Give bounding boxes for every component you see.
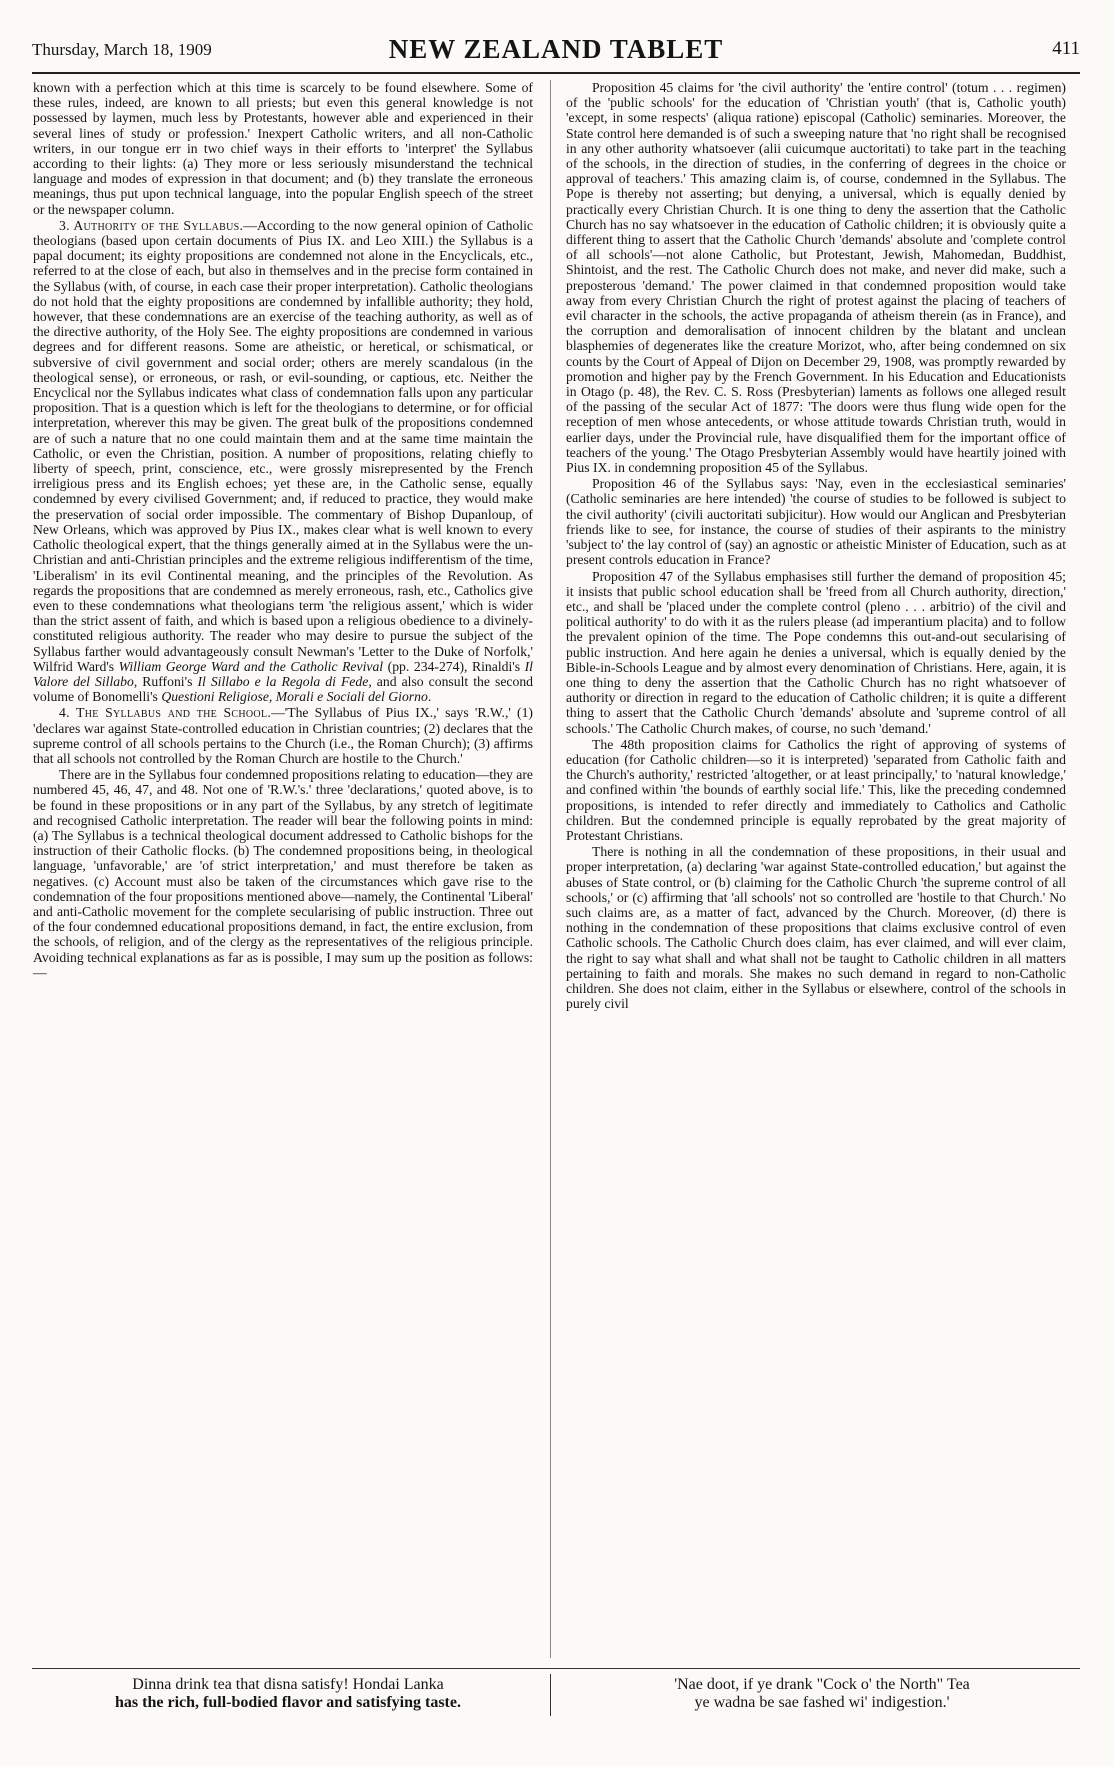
header-rule: [32, 72, 1080, 74]
citation-ruffoni: Il Sillabo e la Regola di Fede: [197, 673, 369, 689]
citation-rinaldi: Il Valore del Sillabo: [33, 658, 533, 689]
paragraph-continued: known with a perfection which at this time is scarcely to be found elsewhere. Some of these rules, indeed, are known to all priests; but even this general knowledge is not possessed by laymen, much less by Protestants, however able and experienced in their several lines of study or profession.' Inexpert Catholic writers, and all non-Catholic writers, in our tongue err in two chief ways in their efforts to 'interpret' the Syllabus according to their lights: (a) They more or less seriously misunderstand the technical language and modes of expression in that document; and (b) they translate the erroneous meanings, thus put upon technical language, into the popular English speech of the street or the newspaper column.: [33, 80, 533, 217]
tea-ad-cock-o-the-north: [566, 1676, 1078, 1712]
section-3-heading: 3. Authority of the Syllabus.: [59, 217, 244, 233]
ad-line: 'Nae doot, if ye drank "Cock o' the North" Tea: [674, 1676, 970, 1693]
ad-line: ye wadna be sae fashed wi' indigestion.': [694, 1694, 950, 1711]
page-header: [32, 32, 1080, 70]
citation-ward: William George Ward and the Catholic Revival: [118, 658, 384, 674]
ad-divider: [550, 1674, 551, 1716]
section-4-heading: 4. The Syllabus and the School.: [59, 705, 272, 721]
proposition-48-paragraph: The 48th proposition claims for Catholics the right of approving of systems of education (for Catholic children—so it is interpreted) 'separated from Catholic faith and the Church's authority,' restricted 'altogether, or at least principally,' to 'natural knowledge,' and confined within 'the bounds of earthly social life.' This, like the preceding condemned propositions, is intended to refer directly and immediately to Catholics and Catholic children. But the condemned principle is equally reprobated by the great majority of Protestant Christians.: [566, 736, 1066, 843]
section-3-paragraph: [33, 218, 533, 705]
column-divider: [550, 80, 551, 1658]
proposition-45-paragraph: Proposition 45 claims for 'the civil authority' the 'entire control' (totum . . . regimen) of the 'public schools' for the education of 'Christian youth' (that is, Catholic youth) 'except, in some respects' (aliqua ratione) episcopal (Catholic) seminaries. Moreover, the State control here demanded is of such a sweeping nature that 'no right shall be recognised in any other authority whatsoever (alii cuicumque auctoritati) to take part in the teaching of the schools, in the direction of studies, in the conferring of degrees in the choice or approval of teachers.' This amazing claim is, of course, condemned in the Syllabus. The Pope is thereby not asserting; but denying, a universal, which is equally denied by practically every Christian Church. It is one thing to deny the assertion that the Catholic Church has no say whatsoever in the education of Catholic children; it is obviously quite a different thing to assert that the Catholic Church 'demands' absolute and 'complete control of all schools'—not alone Catholic, but Protestant, Jewish, Mahomedan, Buddhist, Shintoist, and the rest. The Catholic Church does not make, and never did make, such a preposterous 'demand.' The power claimed in that condemned proposition would take away from every Christian Church the right of protest against the placing of teachers of evil character in the schools, the active propaganda of atheism therein (as in France), and the corruption and demoralisation of innocent children by the blatant and unclean blasphemies of degenerates like the creature Morizot, who, after being condemned on six counts by the Court of Appeal of Dijon on December 29, 1908, was promptly rewarded by promotion and higher pay by the French Government. In his Education and Educationists in Otago (p. 48), the Rev. C. S. Ross (Presbyterian) laments as follows one alleged result of the passing of the secular Act of 1877: 'The doors were thus flung wide open for the reception of men whose antecedents, or whose attitude towards Christian truth, would in earlier days, under the Provincial rule, have disqualified them for the important office of teachers of the young.' The Otago Presbyterian Assembly would have heartily joined with Pius IX. in condemning proposition 45 of the Syllabus.: [566, 80, 1066, 476]
citation-text: (pp. 234-274), Rinaldi's: [383, 658, 525, 674]
citation-text: , and also consult the second volume of Bonomelli's: [33, 673, 534, 705]
section-3-body: —According to the now general opinion of Catholic theologians (based upon certain documents of Pius IX. and Leo XIII.) the Syllabus is a papal document; its eighty propositions are condemned not alone in the Encyclicals, etc., referred to at the close of each, but also in themselves and in the precise form contained in the Syllabus (with, of course, in each case their proper interpretation). Catholic theologians do not hold that the eighty propositions are condemned by infallible authority; they hold, however, that these condemnations are an exercise of the teaching authority, as well as of the directive authority, of the Holy See. The eighty propositions are condemned in various degrees and for different reasons. Some are atheistic, or heretical, or schismatical, or subversive of civil government and social order; others are merely scandalous (in the theological sense), or erroneous, or rash, or evil-sounding, or captious, etc. Neither the Encyclical nor the Syllabus indicates what class of condemnation falls upon any particular proposition. That is a question which is left for the theologians to determine, or for official interpretation, wherever this may be given. The great bulk of the propositions condemned are of such a nature that no one could maintain them and at the same time maintain the Catholic, or even the Christian, position. A number of propositions, relating chiefly to liberty of speech, print, conscience, etc., were grossly misrepresented by the French irreligious press and its English echoes; yet these are, in the Catholic sense, equally condemned by every civilised Government; and, if reduced to practice, they would make the preservation of social order impossible. The commentary of Bishop Dupanloup, of New Orleans, which was approved by Pius IX., makes clear what is well known to every Catholic theological expert, that the things generally aimed at in the Syllabus were the un-Christian and anti-Christian principles and the extreme religious indifferentism of the time, 'Liberalism' in its evil Continental meaning, and the principles of the Revolution. As regards the propositions that are condemned as merely erroneous, rash, etc., Catholics give even to these condemnations what theologians term 'the religious assent,' which is wider than the strict assent of faith, and which is based upon a religious obedience to a divinely-constituted religious authority. The reader who may desire to pursue the subject of the Syllabus farther would advantageously consult Newman's 'Letter to the Duke of Norfolk,' Wilfrid Ward's: [33, 217, 533, 674]
publication-title: NEW ZEALAND TABLET: [388, 34, 724, 64]
issue-date: Thursday, March 18, 1909: [32, 40, 212, 59]
left-column: [33, 80, 533, 980]
section-4-paragraph: [33, 705, 533, 766]
conclusion-paragraph: There is nothing in all the condemnation of these propositions, in their usual and proper interpretation, (a) declaring 'war against State-controlled education,' but against the abuses of State control, or (b) claiming for the Catholic Church 'the supreme control of all schools,' or (c) affirming that 'all schools' not so controlled are 'hostile to that Church.' No such claims are, as a matter of fact, advanced by the Church. Moreover, (d) there is nothing in the condemnation of these propositions that claims exclusive control of even Catholic schools. The Catholic Church does claim, has ever claimed, and will ever claim, the right to say what shall and what shall not be taught to Catholic children in all matters pertaining to faith and morals. She makes no such demand in regard to non-Catholic children. She does not claim, either in the Syllabus or elsewhere, control of the schools in purely civil: [566, 844, 1066, 1012]
right-column: [566, 80, 1066, 1011]
ad-line: has the rich, full-bodied flavor and satisfying taste.: [115, 1694, 461, 1711]
ad-line: Dinna drink tea that disna satisfy! Hondai Lanka: [132, 1676, 444, 1693]
citation-bonomelli: Questioni Religiose, Morali e Sociali del Giorno: [161, 689, 428, 705]
four-propositions-paragraph: There are in the Syllabus four condemned propositions relating to education—they are numbered 45, 46, 47, and 48. Not one of 'R.W.'s.' three 'declarations,' quoted above, is to be found in these propositions or in any part of the Syllabus, by any stretch of legitimate and recognised Catholic interpretation. The reader will bear the following points in mind: (a) The Syllabus is a technical theological document addressed to Catholic bishops for the instruction of their Catholic flocks. (b) The condemned propositions being, in theological language, 'unfavorable,' are 'of strict interpretation,' and must therefore be taken as negatives. (c) Account must also be taken of the circumstances which gave rise to the condemnation of the four propositions mentioned above—namely, the Continental 'Liberal' and anti-Catholic movement for the complete secularising of public instruction. Three out of the four condemned educational propositions demand, in fact, the entire exclusion, from the schools, of religion, and of the clergy as the representatives of the religious principle. Avoiding technical explanations as far as is possible, I may sum up the position as follows:—: [33, 767, 533, 980]
page-number: 411: [1052, 38, 1080, 59]
section-4-body: —'The Syllabus of Pius IX.,' says 'R.W.,' (1) 'declares war against State-controlled education in Christian countries; (2) declares that the supreme control of all schools pertains to the Church (i.e., the Roman Church); (3) affirms that all schools not controlled by the Roman Church are hostile to the Church.': [33, 705, 533, 766]
citation-text: .: [427, 689, 432, 705]
footer-rule: [32, 1668, 1080, 1669]
proposition-46-paragraph: Proposition 46 of the Syllabus says: 'Nay, even in the ecclesiastical seminaries' (Catholic seminaries are here intended) 'the course of studies to be followed is subject to the civil authority' (civili auctoritati subjicitur). How would our Anglican and Presbyterian friends like to see, for instance, the course of studies of their aspirants to the ministry 'subject to' the lay control of (say) an agnostic or atheistic Minister of Education, such as at present controls education in France?: [566, 476, 1066, 568]
proposition-47-paragraph: Proposition 47 of the Syllabus emphasises still further the demand of proposition 45; it insists that public school education shall be 'freed from all Church authority, direction,' etc., and shall be 'placed under the complete control (pleno . . . arbitrio) of the civil and political authority' to do with it as the rulers please (ad imperantium placita) and to follow the prevalent opinion of the time. The Pope condemns this out-and-out secularising of public instruction. And here again he denies a universal, which is equally denied by the Bible-in-Schools League and by almost every denomination of Christians. Here, again, it is one thing to deny the assertion that the Catholic Church has no right whatsoever of authority or direction in regard to the education of Catholic children; it is quite a different thing to assert that the Catholic Church 'demands' absolute and 'supreme control of all schools.' The Catholic Church makes, of course, no such 'demand.': [566, 568, 1066, 736]
citation-text: , Ruffoni's: [133, 673, 198, 689]
tea-ad-hondai-lanka: [34, 1676, 542, 1712]
